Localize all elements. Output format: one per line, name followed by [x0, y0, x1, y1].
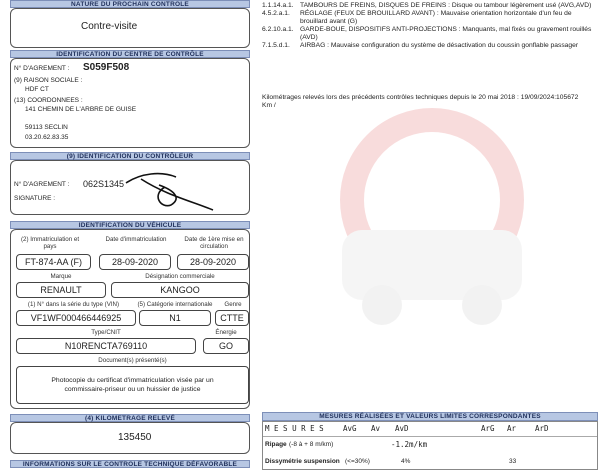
raison-value: HDF CT	[25, 86, 49, 93]
defect-text: RÉGLAGE (FEUX DE BROUILLARD AVANT) : Mauvaise orientation horizontale d'un feu de brouillard avant (G)	[300, 10, 572, 25]
agrement-label: N° D'AGREMENT :	[14, 65, 70, 72]
vehicle-header: IDENTIFICATION DU VÉHICULE	[10, 221, 250, 229]
date-first-field: 28-09-2020	[177, 254, 249, 270]
defects-list	[262, 2, 598, 50]
dissym-range: (<=30%)	[345, 458, 370, 465]
col-ar: Ar	[507, 424, 517, 433]
defect-code: 6.2.10.a.1.	[262, 26, 294, 33]
marque-label: Marque	[50, 273, 72, 280]
col-avg: AvG	[343, 424, 357, 433]
agrement-value: S059F508	[83, 62, 130, 73]
date-immat-label: Date d'immatriculation	[105, 236, 167, 243]
right-column	[262, 0, 600, 470]
cat-label: (5) Catégorie internationale	[137, 301, 213, 308]
address-line1: 141 CHEMIN DE L'ARBRE DE GUISE	[25, 106, 137, 113]
designation-label: Désignation commerciale	[145, 273, 215, 280]
dissym-ar: 33	[509, 458, 517, 465]
next-visit-box	[10, 8, 250, 48]
left-column	[0, 0, 258, 470]
date-first-label: Date de 1ère mise en circulation	[184, 236, 244, 250]
centre-header: IDENTIFICATION DU CENTRE DE CONTRÔLE	[10, 50, 250, 58]
measures-table-header	[263, 422, 597, 437]
infos-header: INFORMATIONS SUR LE CONTROLE TECHNIQUE DÉFAVORABLE	[10, 460, 250, 468]
km-history: Kilométrages relevés lors des précédents contrôles techniques depuis le 20 mai 2018 : 19/09/2024:105672 Km /	[262, 94, 579, 109]
address-line2: 59113 SECLIN	[25, 124, 68, 131]
genre-label: Genre	[224, 301, 242, 308]
defect-code: 7.1.5.d.1.	[262, 42, 290, 49]
ripage-label: Ripage	[265, 441, 287, 448]
designation-field: KANGOO	[111, 282, 249, 298]
measures-col: M E S U R E S	[265, 424, 324, 433]
km-box	[10, 422, 250, 454]
immat-field: FT-874-AA (F)	[16, 254, 91, 270]
ctrl-agrement-label: N° D'AGREMENT :	[14, 181, 70, 188]
energie-label: Énergie	[215, 329, 237, 336]
ripage-range: (-8 à + 8 m/km)	[289, 441, 334, 448]
defect-code: 1.1.14.a.1.	[262, 2, 294, 9]
docs-label: Document(s) présenté(s)	[98, 357, 167, 364]
col-arg: ArG	[481, 424, 495, 433]
dissym-row	[263, 455, 597, 469]
centre-box	[10, 58, 250, 148]
vehicle-box	[10, 229, 250, 409]
marque-field: RENAULT	[16, 282, 106, 298]
type-label: Type/CNIT	[91, 329, 121, 336]
raison-label: (9) RAISON SOCIALE :	[14, 77, 83, 84]
vin-label: (1) N° dans la série du type (VIN)	[27, 301, 120, 308]
coords-label: (13) COORDONNEES :	[14, 97, 83, 104]
col-ard: ArD	[535, 424, 549, 433]
car-watermark-icon	[282, 100, 582, 360]
defect-item	[262, 2, 598, 10]
defect-text: GARDE-BOUE, DISPOSITIFS ANTI-PROJECTIONS : Manquants, mal fixés ou gravement rouillés (AVD)	[300, 26, 592, 41]
signature-scribble	[121, 165, 221, 213]
defect-item	[262, 26, 598, 42]
ripage-row	[263, 437, 597, 453]
col-av: Av	[371, 424, 381, 433]
vin-field: VF1WF000466446925	[16, 310, 136, 326]
signature-label: SIGNATURE :	[14, 195, 56, 202]
type-field: N10RENCTA769110	[16, 338, 196, 354]
col-avd: AvD	[395, 424, 409, 433]
genre-field: CTTE	[215, 310, 249, 326]
ripage-value: -1.2m/km	[391, 440, 428, 449]
controller-header: (9) IDENTIFICATION DU CONTRÔLEUR	[10, 152, 250, 160]
km-value: 135450	[118, 432, 152, 443]
energie-field: GO	[203, 338, 249, 354]
dissym-avg: 4%	[401, 458, 411, 465]
km-header: (4) KILOMETRAGE RELEVÉ	[10, 414, 250, 422]
defect-item	[262, 42, 598, 50]
controller-box	[10, 160, 250, 215]
measures-table	[262, 421, 598, 470]
defect-text: AIRBAG : Mauvaise configuration du système de désactivation du coussin gonflable passager	[300, 42, 579, 49]
dissym-label: Dissymétrie suspension	[265, 458, 340, 465]
next-visit-value: Contre-visite	[81, 21, 138, 32]
measures-header: MESURES RÉALISÉES ET VALEURS LIMITES CORRESPONDANTES	[262, 412, 598, 421]
defect-code: 4.5.2.a.1.	[262, 10, 290, 17]
next-visit-header: NATURE DU PROCHAIN CONTROLE	[10, 0, 250, 8]
ctrl-agrement-value: 062S1345	[83, 179, 125, 189]
phone: 03.20.62.83.35	[25, 134, 69, 141]
defect-item	[262, 10, 598, 26]
date-immat-field: 28-09-2020	[99, 254, 171, 270]
immat-label: (2) Immatriculation et pays	[20, 236, 80, 250]
cat-field: N1	[139, 310, 211, 326]
docs-field: Photocopie du certificat d'immatriculation visée par un commissaire-priseur ou un huissier de justice	[16, 366, 249, 404]
defect-text: TAMBOURS DE FREINS, DISQUES DE FREINS : Disque ou tambour légèrement usé (AVG,AVD)	[300, 2, 592, 9]
